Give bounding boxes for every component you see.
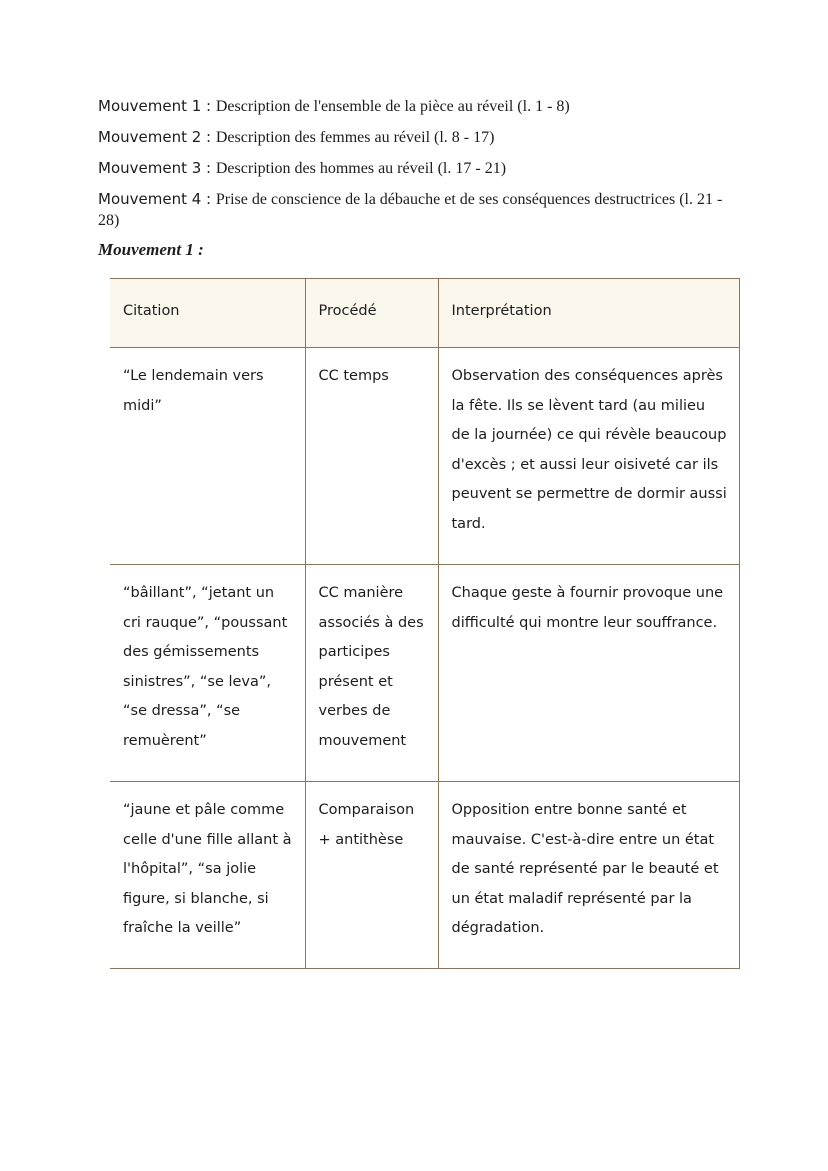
header-citation: Citation bbox=[110, 279, 305, 348]
cell-interpretation: Observation des conséquences après la fête. Ils se lèvent tard (au milieu de la journée) ce qui révèle beaucoup d'excès ; et aussi leur oisiveté car ils peuvent se permettre de dormir aussi tard. bbox=[438, 348, 739, 565]
cell-citation: “jaune et pâle comme celle d'une fille allant à l'hôpital”, “sa jolie figure, si blanche, si fraîche la veille” bbox=[110, 782, 305, 969]
movement-line-4 bbox=[98, 189, 738, 231]
movement-line-3 bbox=[98, 158, 738, 179]
cell-citation: “Le lendemain vers midi” bbox=[110, 348, 305, 565]
cell-interpretation: Opposition entre bonne santé et mauvaise. C'est-à-dire entre un état de santé représenté par le beauté et un état maladif représenté par la dégradation. bbox=[438, 782, 739, 969]
section-title: Mouvement 1 : bbox=[98, 240, 204, 259]
movement-label: Mouvement 1 : bbox=[98, 97, 212, 115]
cell-interpretation: Chaque geste à fournir provoque une difficulté qui montre leur souffrance. bbox=[438, 565, 739, 782]
table-row bbox=[110, 782, 739, 969]
movement-line-2 bbox=[98, 127, 738, 148]
movement-line-1 bbox=[98, 96, 738, 117]
header-procede: Procédé bbox=[305, 279, 438, 348]
movement-label: Mouvement 3 : bbox=[98, 159, 212, 177]
cell-procede: CC manière associés à des participes présent et verbes de mouvement bbox=[305, 565, 438, 782]
movements-list bbox=[98, 96, 738, 241]
analysis-table bbox=[110, 278, 740, 969]
cell-procede: CC temps bbox=[305, 348, 438, 565]
table-row bbox=[110, 348, 739, 565]
movement-label: Mouvement 2 : bbox=[98, 128, 212, 146]
table-row bbox=[110, 565, 739, 782]
cell-procede: Comparaison + antithèse bbox=[305, 782, 438, 969]
movement-text: Description de l'ensemble de la pièce au réveil (l. 1 - 8) bbox=[215, 98, 570, 115]
movement-label: Mouvement 4 : bbox=[98, 190, 212, 208]
movement-text: Description des hommes au réveil (l. 17 - 21) bbox=[215, 160, 507, 177]
table-header-row bbox=[110, 279, 739, 348]
header-interpretation: Interprétation bbox=[438, 279, 739, 348]
movement-text: Prise de conscience de la débauche et de ses conséquences destructrices (l. 21 - 28) bbox=[98, 191, 723, 229]
cell-citation: “bâillant”, “jetant un cri rauque”, “poussant des gémissements sinistres”, “se leva”, “se dressa”, “se remuèrent” bbox=[110, 565, 305, 782]
movement-text: Description des femmes au réveil (l. 8 - 17) bbox=[215, 129, 495, 146]
